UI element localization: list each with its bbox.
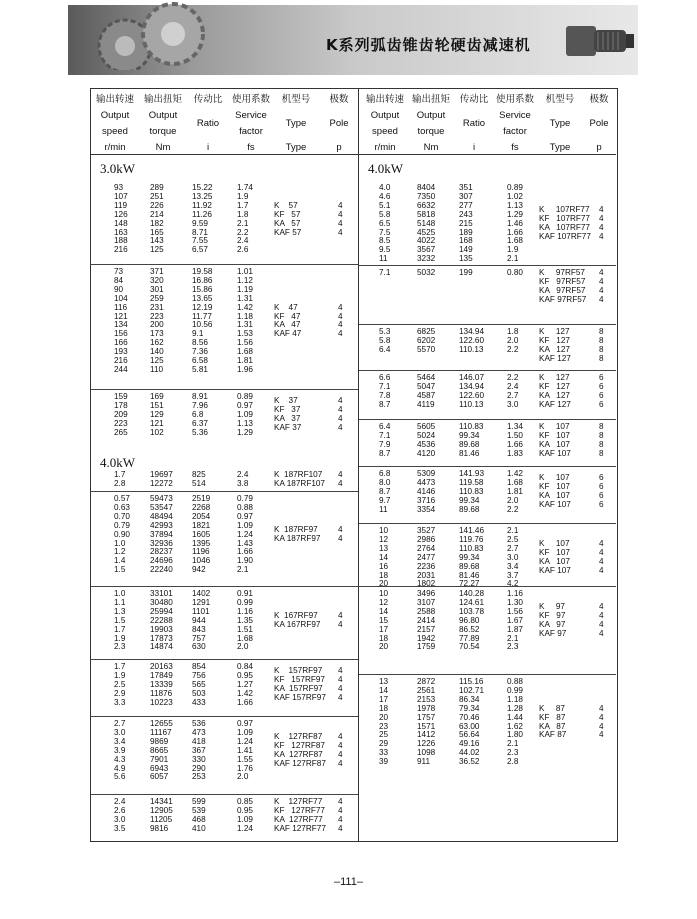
header-text: 输出转速 [95,94,134,105]
table-header-right [358,88,616,155]
header-text: Nm [423,142,439,153]
output-speed-values: 7.1 [379,268,391,277]
page-title: K系列弧齿锥齿轮硬齿减速机 [326,36,531,54]
model-type-values: K 57 KF 57 KA 57 KAF 57 [274,200,302,237]
model-type-values: K 167RF97 KA 167RF97 [274,611,321,630]
data-block [359,181,616,269]
output-speed-values: 6.8 8.0 8.7 9.7 11 [379,469,391,514]
pole-values: 4 4 4 4 [599,703,604,740]
model-type-values: K 37 KF 37 KA 37 KAF 37 [274,396,302,433]
service-factor-values: 1.01 1.12 1.19 1.31 1.42 1.18 1.31 1.53 1.56 1.68 1.81 1.96 [237,267,253,374]
output-torque-values: 8404 7350 6632 5818 5148 4525 4022 3567 3232 [417,183,436,264]
header-output-speed [92,92,138,156]
header-text: 机型号 [281,94,311,105]
header-text: 极数 [589,94,609,105]
header-service-factor [492,92,538,156]
data-block [359,265,616,304]
data-block [90,794,358,839]
header-text: Output [148,110,178,121]
header-text: 传动比 [193,94,223,105]
header-text: 传动比 [459,94,489,105]
pole-values: 8 8 8 8 [599,422,604,458]
header-text: Type [285,142,307,153]
header-output-torque [408,92,454,156]
output-speed-values: 1.0 1.1 1.3 1.5 1.7 1.9 2.3 [114,589,126,652]
model-type-values: K 47 KF 47 KA 47 KAF 47 [274,302,302,339]
pole-values: 6 6 6 6 [599,473,604,510]
pole-values: 4 4 4 4 [599,268,604,304]
output-speed-values: 93 107 119 126 148 163 188 216 [114,183,128,255]
ratio-values: 115.16 102.71 86.34 79.34 70.46 63.00 56.64 49.16 44.02 36.52 [459,677,485,767]
pole-values: 4 4 4 4 [338,302,343,339]
output-torque-values: 6825 6202 5570 [417,327,436,354]
header-pole [584,92,614,156]
data-block [359,466,616,520]
data-block [90,659,358,713]
header-output-speed [362,92,408,156]
gears-graphic [95,0,215,70]
service-factor-values: 0.84 0.95 1.27 1.42 1.66 [237,662,253,707]
model-type-values: K 107 KF 107 KA 107 KAF 107 [539,422,571,458]
output-speed-values: 1.7 1.9 2.5 2.9 3.3 [114,662,126,707]
pole-values: 4 4 [338,470,343,488]
output-speed-values: 10 12 13 14 16 18 20 [379,526,389,589]
header-text: Pole [589,118,609,129]
pole-values: 4 4 4 4 [338,797,343,833]
output-speed-values: 159 178 209 223 265 [114,392,128,437]
data-block [90,468,358,494]
header-text: factor [239,126,263,137]
header-pole [322,92,356,156]
ratio-values: 854 756 565 503 433 [192,662,206,707]
pole-values: 4 4 [338,525,343,544]
service-factor-values: 1.74 1.9 1.7 1.8 2.1 2.2 2.4 2.6 [237,183,253,255]
ratio-values: 141.93 119.58 110.83 99.34 89.68 [459,469,485,514]
header-text: Type [285,118,307,129]
pole-values: 4 4 [338,611,343,630]
service-factor-values: 0.89 0.97 1.09 1.13 1.29 [237,392,253,437]
service-factor-values: 0.88 0.99 1.18 1.28 1.44 1.62 1.80 2.1 2.3 2.8 [507,677,523,767]
output-speed-values: 10 12 14 15 17 18 20 [379,589,389,652]
header-text: torque [149,126,177,137]
output-torque-values: 12655 11167 9869 8665 7901 6943 6057 [150,719,173,782]
output-torque-values: 289 251 226 214 182 165 143 125 [150,183,164,255]
output-torque-values: 3527 2986 2764 2477 2236 2031 1802 [417,526,436,589]
header-text: Output [370,110,400,121]
data-block [359,586,616,657]
section-title-4kw-left: 4.0kW [100,455,136,470]
header-text: Output [416,110,446,121]
output-speed-values: 6.6 7.1 7.8 8.7 [379,373,391,409]
page-number: –111– [334,876,363,888]
model-type-values: K 107 KF 107 KA 107 KAF 107 [539,473,571,510]
output-torque-values: 20163 17849 13339 11876 10223 [150,662,173,707]
header-text: Ratio [462,118,486,129]
model-type-values: K 97RF57 KF 97RF57 KA 97RF57 KAF 97RF57 [539,268,587,304]
pole-values: 4 4 4 4 [338,666,343,703]
data-block [359,324,616,363]
ratio-values: 825 514 [192,470,206,488]
ratio-values: 134.94 122.60 110.13 [459,327,485,354]
header-text: 使用系数 [495,94,534,105]
data-block [90,181,358,260]
service-factor-values: 1.42 1.68 1.81 2.0 2.2 [507,469,523,514]
output-speed-values: 13 14 17 18 20 23 25 29 33 39 [379,677,389,767]
output-torque-values: 5032 [417,268,436,277]
service-factor-values: 0.79 0.88 0.97 1.09 1.24 1.43 1.66 1.90 2.1 [237,494,253,575]
header-text: Type [549,142,571,153]
ratio-values: 146.07 134.94 122.60 110.13 [459,373,485,409]
pole-values: 6 6 6 6 [599,373,604,409]
data-block [90,716,358,787]
data-block [90,264,358,380]
model-type-values: K 127RF77 KF 127RF77 KA 127RF77 KAF 127RF77 [274,797,326,833]
header-output-torque [140,92,186,156]
output-torque-values: 2872 2561 2153 1978 1757 1571 1412 1226 1098 911 [417,677,436,767]
ratio-values: 536 473 418 367 330 290 253 [192,719,206,782]
service-factor-values: 2.2 2.4 2.7 3.0 [507,373,519,409]
service-factor-values: 2.4 3.8 [237,470,249,488]
output-torque-values: 19697 12272 [150,470,173,488]
pole-values: 4 4 4 4 [599,602,604,639]
output-speed-values: 4.0 4.6 5.1 5.8 6.5 7.5 8.5 9.5 11 [379,183,391,264]
model-type-values: K 187RF97 KA 187RF97 [274,525,321,544]
data-block [359,370,616,415]
header-text: Type [549,118,571,129]
header-text: r/min [104,142,126,153]
ratio-values: 140.28 124.61 103.78 96.80 86.52 77.89 70.54 [459,589,485,652]
data-block [359,523,616,594]
header-text: r/min [374,142,396,153]
model-type-values: K 127 KF 127 KA 127 KAF 127 [539,373,571,409]
header-text: factor [503,126,527,137]
model-type-values: K 187RF107 KA 187RF107 [274,470,325,488]
section-title-3kw: 3.0kW [100,161,136,176]
header-text: Service [499,110,531,121]
header-text: fs [247,142,255,153]
data-block [359,674,616,772]
header-text: 使用系数 [231,94,270,105]
header-type [276,92,316,156]
gearbox-motor-graphic [564,16,636,64]
header-text: i [472,142,476,153]
output-torque-values: 169 151 129 121 102 [150,392,164,437]
ratio-values: 599 539 468 410 [192,797,206,833]
data-block [90,389,358,443]
model-type-values: K 97 KF 97 KA 97 KAF 97 [539,602,567,639]
output-speed-values: 0.57 0.63 0.70 0.79 0.90 1.0 1.2 1.4 1.5 [114,494,130,575]
header-text: 输出转速 [365,94,404,105]
header-text: speed [372,126,398,137]
header-text: Pole [329,118,349,129]
data-block [359,419,616,464]
header-ratio [454,92,494,156]
ratio-values: 199 [459,268,473,277]
output-torque-values: 5464 5047 4587 4119 [417,373,436,409]
pole-values: 4 4 4 4 [338,396,343,433]
output-torque-values: 14341 12905 11205 9816 [150,797,173,833]
service-factor-values: 0.91 0.99 1.16 1.35 1.51 1.68 2.0 [237,589,253,652]
table-header-left [90,88,358,155]
model-type-values: K 87 KF 87 KA 87 KAF 87 [539,703,567,740]
header-service-factor [228,92,274,156]
data-block [90,586,358,657]
header-text: torque [417,126,445,137]
output-torque-values: 3496 3107 2588 2414 2157 1942 1759 [417,589,436,652]
output-torque-values: 5309 4473 4146 3716 3354 [417,469,436,514]
output-torque-values: 371 320 301 259 231 223 200 173 162 140 125 110 [150,267,164,374]
header-ratio [188,92,228,156]
service-factor-values: 0.89 1.02 1.13 1.29 1.46 1.66 1.68 1.9 2.1 [507,183,523,264]
output-speed-values: 1.7 2.8 [114,470,126,488]
header-text: Nm [155,142,171,153]
header-text: 输出扭矩 [143,94,182,105]
output-torque-values: 5605 5024 4536 4120 [417,422,436,458]
output-torque-values: 59473 53547 48494 42993 37894 32936 28237 24696 22240 [150,494,173,575]
ratio-values: 110.83 99.34 89.68 81.46 [459,422,484,458]
header-text: p [336,142,342,153]
ratio-values: 8.91 7.96 6.8 6.37 5.36 [192,392,208,437]
service-factor-values: 0.97 1.09 1.24 1.41 1.55 1.76 2.0 [237,719,253,782]
service-factor-values: 0.85 0.95 1.09 1.24 [237,797,253,833]
service-factor-values: 1.8 2.0 2.2 [507,327,519,354]
ratio-values: 19.58 16.86 15.86 13.65 12.19 11.77 10.56 9.1 8.56 7.36 6.58 5.81 [192,267,213,374]
ratio-values: 2519 2268 2054 1821 1605 1395 1196 1046 942 [192,494,211,575]
service-factor-values: 1.34 1.50 1.66 1.83 [507,422,523,458]
model-type-values: K 107 KF 107 KA 107 KAF 107 [539,539,571,576]
ratio-values: 1402 1291 1101 944 843 757 630 [192,589,211,652]
header-type [538,92,582,156]
header-text: i [206,142,210,153]
data-block [90,491,358,580]
header-text: Output [100,110,130,121]
header-text: fs [511,142,519,153]
header-text: p [596,142,602,153]
header-text: 机型号 [545,94,575,105]
header-text: Ratio [196,118,220,129]
model-type-values: K 107RF77 KF 107RF77 KA 107RF77 KAF 107RF77 [539,205,591,241]
pole-values: 4 4 4 4 [599,205,604,241]
header-text: 输出扭矩 [411,94,450,105]
pole-values: 8 8 8 8 [599,327,604,363]
model-type-values: K 157RF97 KF 157RF97 KA 157RF97 KAF 157RF97 [274,666,326,703]
ratio-values: 141.46 119.76 110.83 99.34 89.68 81.46 72.27 [459,526,485,589]
model-type-values: K 127RF87 KF 127RF87 KA 127RF87 KAF 127RF87 [274,732,326,769]
pole-values: 4 4 4 4 [338,200,343,237]
output-speed-values: 2.4 2.6 3.0 3.5 [114,797,126,833]
pole-values: 4 4 4 4 [599,539,604,576]
service-factor-values: 2.1 2.5 2.7 3.0 3.4 3.7 4.2 [507,526,519,589]
ratio-values: 15.22 13.25 11.92 11.26 9.59 8.71 7.55 6.57 [192,183,213,255]
output-speed-values: 5.3 5.8 6.4 [379,327,391,354]
output-speed-values: 2.7 3.0 3.4 3.9 4.3 4.9 5.6 [114,719,126,782]
header-text: 极数 [329,94,349,105]
model-type-values: K 127 KF 127 KA 127 KAF 127 [539,327,571,363]
header-text: speed [102,126,128,137]
ratio-values: 351 307 277 243 215 189 168 149 135 [459,183,473,264]
pole-values: 4 4 4 4 [338,732,343,769]
header-text: Service [235,110,267,121]
output-speed-values: 73 84 90 104 116 121 134 156 166 193 216 244 [114,267,128,374]
output-speed-values: 6.4 7.1 7.9 8.7 [379,422,391,458]
service-factor-values: 1.16 1.30 1.56 1.67 1.87 2.1 2.3 [507,589,523,652]
section-title-4kw-right: 4.0kW [368,161,404,176]
output-torque-values: 33101 30480 25994 22288 19903 17873 14874 [150,589,173,652]
service-factor-values: 0.80 [507,268,523,277]
